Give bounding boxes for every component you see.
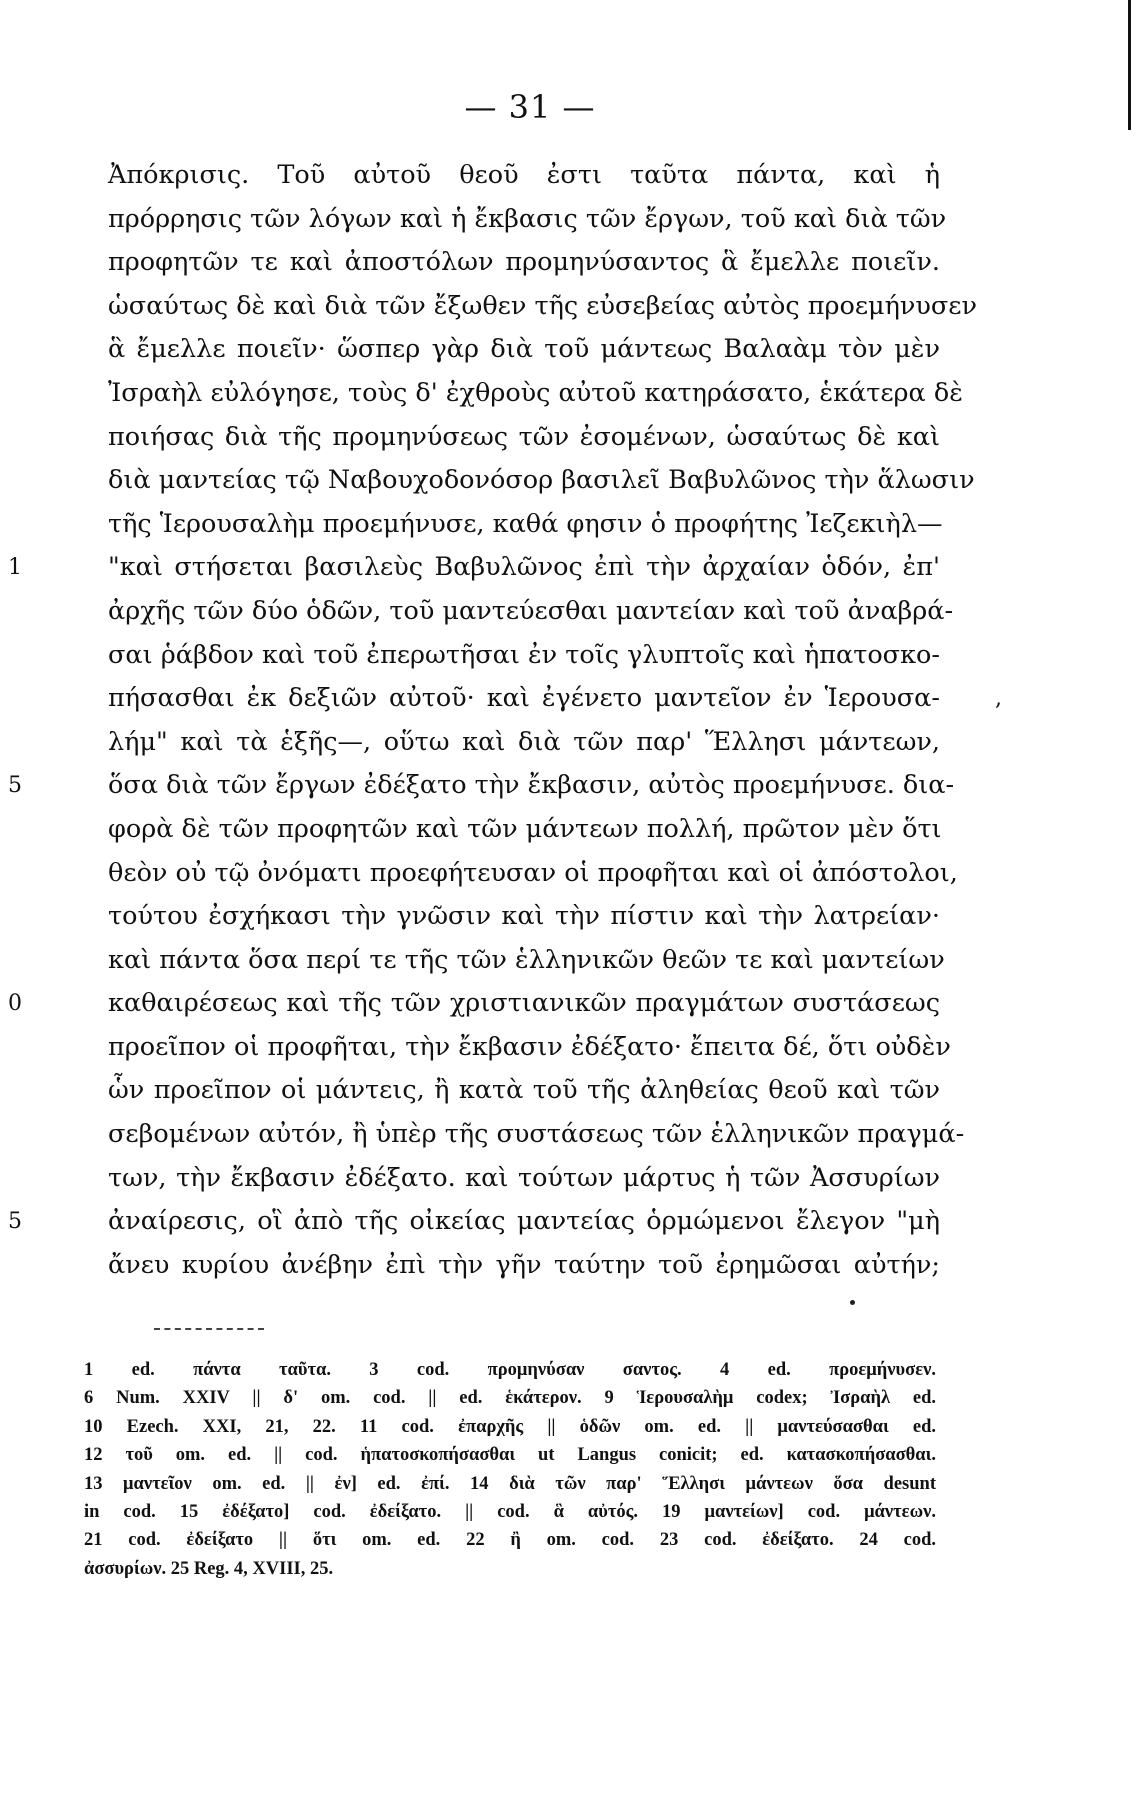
- text-line: [8, 982, 940, 1026]
- text-line-content: πρόρρησις τῶν λόγων καὶ ἡ ἔκβασις τῶν ἔργων, τοῦ καὶ διὰ τῶν: [108, 203, 947, 234]
- text-line-content: διὰ μαντείας τῷ Ναβουχοδονόσορ βασιλεῖ Βαβυλῶνος τὴν ἅλωσιν: [108, 465, 975, 496]
- text-line: [108, 1069, 940, 1113]
- text-line-content: ὧν προεῖπον οἱ μάντεις, ἢ κατὰ τοῦ τῆς ἀληθείας θεοῦ καὶ τῶν: [108, 1075, 940, 1106]
- text-line-content: σεβομένων αὐτόν, ἢ ὑπὲρ τῆς συστάσεως τῶν ἑλληνικῶν πραγμά-: [108, 1119, 965, 1150]
- text-line-content: ἃ ἔμελλε ποιεῖν· ὥσπερ γὰρ διὰ τοῦ μάντεως Βαλαὰμ τὸν μὲν: [108, 334, 940, 365]
- text-line: [108, 372, 963, 416]
- main-text: [8, 154, 1002, 1287]
- text-line: [8, 764, 955, 808]
- text-line-content: ὅσα διὰ τῶν ἔργων ἐδέξατο τὴν ἔκβασιν, αὐτὸς προεμήνυσε. δια-: [108, 770, 955, 801]
- margin-mark: ,: [995, 686, 1002, 712]
- line-number: 5: [8, 1209, 22, 1235]
- text-line-content: τούτου ἐσχήκασι τὴν γνῶσιν καὶ τὴν πίστιν καὶ τὴν λατρείαν·: [108, 901, 940, 932]
- text-line: [108, 416, 940, 460]
- text-line-content: Ἀπόκρισις. Τοῦ αὐτοῦ θεοῦ ἐστι ταῦτα πάντα, καὶ ἡ: [108, 160, 940, 190]
- footnote-line: in cod. 15 ἐδέξατο] cod. ἐδείξατο. || cod. ἃ αὐτός. 19 μαντείων] cod. μάντεων.: [84, 1501, 936, 1522]
- stray-dot: [850, 1300, 855, 1305]
- text-line: [108, 198, 947, 242]
- text-line-content: προεῖπον οἱ προφῆται, τὴν ἔκβασιν ἐδέξατο· ἔπειτα δέ, ὅτι οὐδὲν: [108, 1031, 951, 1062]
- text-line-content: τῆς Ἱερουσαλὴμ προεμήνυσε, καθά φησιν ὁ προφήτης Ἰεζεκιὴλ—: [108, 508, 943, 539]
- text-line-content: Ἰσραὴλ εὐλόγησε, τοὺς δ' ἐχθροὺς αὐτοῦ κατηράσατο, ἑκάτερα δὲ: [108, 377, 963, 408]
- footnote-line: 6 Num. XXIV || δ' om. cod. || ed. ἑκάτερον. 9 Ἱερουσαλὴμ codex; Ἰσραὴλ ed.: [84, 1388, 936, 1409]
- text-line: [108, 1113, 965, 1157]
- text-line-content: ἀναίρεσις, οἳ ἀπὸ τῆς οἰκείας μαντείας ὁρμώμενοι ἔλεγον "μὴ: [108, 1206, 940, 1237]
- text-line-content: θεὸν οὐ τῷ ὀνόματι προεφήτευσαν οἱ προφῆται καὶ οἱ ἀπόστολοι,: [108, 857, 958, 888]
- line-number: 1: [8, 555, 22, 581]
- text-line: [108, 939, 945, 983]
- text-line-content: καθαιρέσεως καὶ τῆς τῶν χριστιανικῶν πραγμάτων συστάσεως: [108, 988, 940, 1019]
- text-line: [108, 808, 940, 852]
- footnote-line: 1 ed. πάντα ταῦτα. 3 cod. προμηνύσαν σαντος. 4 ed. προεμήνυσεν.: [84, 1360, 936, 1380]
- text-line: [108, 590, 954, 634]
- text-line-content: "καὶ στήσεται βασιλεὺς Βαβυλῶνος ἐπὶ τὴν ἀρχαίαν ὁδόν, ἐπ': [108, 552, 940, 583]
- text-line: [108, 285, 978, 329]
- text-line-content: ἀρχῆς τῶν δύο ὁδῶν, τοῦ μαντεύεσθαι μαντείαν καὶ τοῦ ἀναβρά-: [108, 595, 954, 626]
- text-line-content: πήσασθαι ἐκ δεξιῶν αὐτοῦ· καὶ ἐγένετο μαντεῖον ἐν Ἱερουσα-: [108, 683, 940, 714]
- text-line-content: ποιήσας διὰ τῆς προμηνύσεως τῶν ἐσομένων, ὡσαύτως δὲ καὶ: [108, 421, 940, 452]
- text-line-content: φορὰ δὲ τῶν προφητῶν καὶ τῶν μάντεων πολλή, πρῶτον μὲν ὅτι: [108, 813, 942, 844]
- text-line: [108, 1244, 940, 1288]
- text-line-content: ὡσαύτως δὲ καὶ διὰ τῶν ἔξωθεν τῆς εὐσεβείας αὐτὸς προεμήνυσεν: [108, 290, 978, 321]
- text-line: [108, 154, 940, 198]
- text-line-content: καὶ πάντα ὅσα περί τε τῆς τῶν ἑλληνικῶν θεῶν τε καὶ μαντείων: [108, 944, 945, 975]
- page-edge-rule: [1128, 0, 1131, 130]
- line-number: 0: [8, 991, 22, 1017]
- text-line: [108, 677, 1002, 721]
- line-number: 5: [8, 773, 22, 799]
- text-line-content: λήμ" καὶ τὰ ἑξῆς—, οὕτω καὶ διὰ τῶν παρ' Ἕλλησι μάντεων,: [108, 726, 940, 757]
- text-line-content: ἄνευ κυρίου ἀνέβην ἐπὶ τὴν γῆν ταύτην τοῦ ἐρημῶσαι αὐτήν;: [108, 1249, 940, 1280]
- text-line: [108, 503, 943, 547]
- footnote-line: 13 μαντεῖον om. ed. || ἐν] ed. ἐπί. 14 διὰ τῶν παρ' Ἕλλησι μάντεων ὅσα desunt: [84, 1473, 936, 1494]
- text-line: [8, 1200, 940, 1244]
- text-line: [108, 852, 958, 896]
- text-line-content: των, τὴν ἔκβασιν ἐδέξατο. καὶ τούτων μάρτυς ἡ τῶν Ἀσσυρίων: [108, 1162, 940, 1193]
- text-line: [108, 895, 940, 939]
- text-line: [108, 459, 975, 503]
- footnote-line: 12 τοῦ om. ed. || cod. ἡπατοσκοπήσασθαι ut Langus conicit; ed. κατασκοπήσασθαι.: [84, 1445, 936, 1466]
- text-line: [8, 546, 940, 590]
- text-line-content: σαι ῥάβδον καὶ τοῦ ἐπερωτῆσαι ἐν τοῖς γλυπτοῖς καὶ ἡπατοσκο-: [108, 639, 940, 670]
- footnote-separator: [154, 1328, 264, 1330]
- text-line: [108, 634, 940, 678]
- footnote-line: ἀσσυρίων. 25 Reg. 4, XVIII, 25.: [84, 1558, 334, 1579]
- footnote-line: 21 cod. ἐδείξατο || ὅτι om. ed. 22 ἢ om. cod. 23 cod. ἐδείξατο. 24 cod.: [84, 1530, 936, 1551]
- text-line: [108, 721, 940, 765]
- page-number: — 31 —: [464, 88, 596, 126]
- text-line-content: προφητῶν τε καὶ ἀποστόλων προμηνύσαντος ἃ ἔμελλε ποιεῖν.: [108, 247, 940, 278]
- text-line: [108, 1026, 951, 1070]
- text-line: [108, 1157, 940, 1201]
- text-line: [108, 241, 940, 285]
- text-line: [108, 328, 940, 372]
- footnote-line: 10 Ezech. XXI, 21, 22. 11 cod. ἐπαρχῆς || ὁδῶν om. ed. || μαντεύσασθαι ed.: [84, 1416, 936, 1437]
- footnotes: [84, 1356, 936, 1583]
